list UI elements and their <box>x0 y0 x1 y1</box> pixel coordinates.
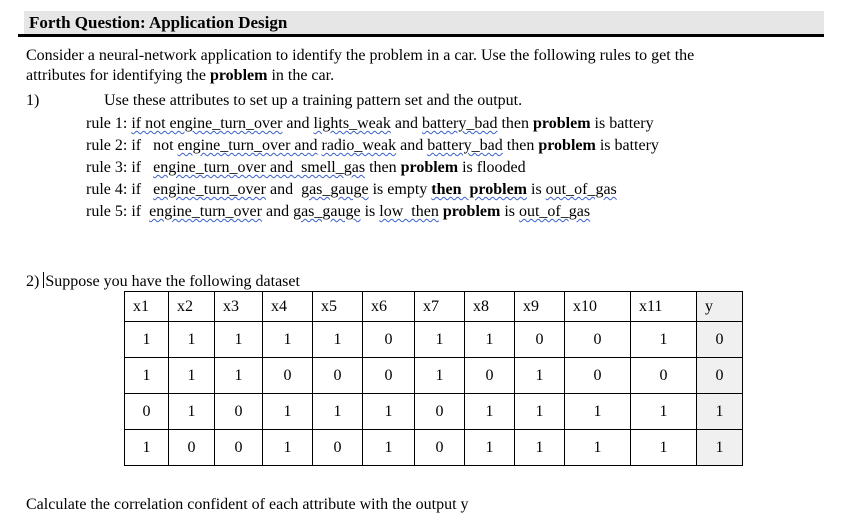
table-cell: 1 <box>263 394 313 430</box>
table-cell: 1 <box>313 322 363 358</box>
rule-4-if: if <box>131 181 154 198</box>
table-cell: 1 <box>415 322 465 358</box>
table-header-cell: x5 <box>313 292 363 322</box>
rule-1 <box>86 114 654 134</box>
table-row <box>125 394 743 430</box>
table-row <box>125 430 743 466</box>
table-cell: 0 <box>363 358 415 394</box>
rule-5-condition-b: gas_gauge <box>293 203 361 220</box>
table-cell: 1 <box>215 322 263 358</box>
table-cell: 1 <box>631 430 697 466</box>
rule-2-condition-b: radio_weak <box>321 137 397 154</box>
table-cell: 1 <box>363 430 415 466</box>
rule-2-condition-c: battery_bad <box>427 137 503 154</box>
rule-4-label: rule 4: <box>86 181 132 198</box>
intro-line-2-bold: problem <box>209 67 268 84</box>
rule-5-problem: problem <box>442 203 501 220</box>
table-cell: 1 <box>697 430 743 466</box>
rule-2-and: and <box>396 137 428 154</box>
table-cell: 1 <box>465 430 515 466</box>
rule-1-then: then <box>497 115 534 132</box>
table-cell: 1 <box>565 430 631 466</box>
rule-1-and-2: and <box>390 115 422 132</box>
table-header-cell: x8 <box>465 292 515 322</box>
table-header-cell: x1 <box>125 292 169 322</box>
item-2-text <box>26 272 300 292</box>
rule-2-result: is battery <box>595 137 659 154</box>
rule-2-problem: problem <box>538 137 596 154</box>
item-2-number: 2) <box>26 273 44 290</box>
intro-line-1: Consider a neural-network application to identify the problem in a car. Use the following rules to get the <box>26 47 695 64</box>
rule-2-condition-a: engine_turn_over and <box>177 137 318 154</box>
dataset-table <box>124 291 743 466</box>
table-cell: 1 <box>263 322 313 358</box>
table-cell: 0 <box>263 358 313 394</box>
table-cell: 1 <box>313 394 363 430</box>
table-cell: 0 <box>363 322 415 358</box>
item-2-rest: you have the following dataset <box>99 273 300 290</box>
table-row <box>125 358 743 394</box>
intro-line-2-start: attributes for identifying the <box>26 67 210 84</box>
table-cell: 1 <box>465 394 515 430</box>
rule-2-then: then <box>502 137 539 154</box>
table-cell: 1 <box>169 322 215 358</box>
table-cell: 0 <box>565 358 631 394</box>
table-cell: 1 <box>565 394 631 430</box>
intro-line-2-end: in the car. <box>267 67 335 84</box>
rule-4-then-problem: then problem <box>431 181 527 198</box>
rule-5 <box>86 202 590 222</box>
rule-1-condition-c: battery_bad <box>421 115 498 132</box>
rule-3 <box>86 158 526 178</box>
table-header-cell: x10 <box>565 292 631 322</box>
table-cell: 0 <box>415 394 465 430</box>
table-header-cell: x9 <box>515 292 565 322</box>
table-row <box>125 322 743 358</box>
table-header-cell: x3 <box>215 292 263 322</box>
rule-2-label: rule 2: <box>86 137 132 154</box>
table-cell: 1 <box>415 358 465 394</box>
table-header-row <box>125 292 743 322</box>
table-header-cell: y <box>697 292 743 322</box>
section-heading: Forth Question: Application Design <box>24 11 824 34</box>
table-cell: 0 <box>565 322 631 358</box>
intro-line-2 <box>26 66 334 86</box>
table-cell: 0 <box>515 322 565 358</box>
table-cell: 1 <box>125 358 169 394</box>
table-cell: 0 <box>631 358 697 394</box>
rule-4-condition-a: engine_turn_over <box>153 181 266 198</box>
rule-3-problem: problem <box>400 159 459 176</box>
heading-underline <box>18 34 824 37</box>
table-cell: 1 <box>125 430 169 466</box>
table-header-cell: x6 <box>363 292 415 322</box>
table-cell: 1 <box>631 322 697 358</box>
rule-4-is-empty: is empty <box>368 181 432 198</box>
item-1-number: 1) <box>26 92 40 109</box>
table-cell: 0 <box>697 358 743 394</box>
rule-4-result: out_of_gas <box>545 181 617 198</box>
rule-3-condition: engine_turn_over and smell_gas <box>153 159 366 176</box>
rule-4-and: and <box>265 181 302 198</box>
rule-2 <box>86 136 659 156</box>
rule-5-and: and <box>261 203 294 220</box>
rule-3-result: is flooded <box>458 159 526 176</box>
rule-4-condition-b: gas_gauge <box>301 181 369 198</box>
rule-5-if: if <box>131 203 150 220</box>
table-cell: 1 <box>697 394 743 430</box>
rule-4 <box>86 180 617 200</box>
table-cell: 0 <box>415 430 465 466</box>
rule-5-is-2: is <box>500 203 519 220</box>
rule-1-label: rule 1: <box>86 115 132 132</box>
rule-5-is: is <box>360 203 380 220</box>
table-cell: 0 <box>313 430 363 466</box>
table-cell: 0 <box>169 430 215 466</box>
table-cell: 1 <box>631 394 697 430</box>
table-cell: 1 <box>465 322 515 358</box>
table-header-cell: x11 <box>631 292 697 322</box>
table-cell: 0 <box>697 322 743 358</box>
rule-1-condition-a: if not engine_turn_over <box>131 115 283 132</box>
rule-5-condition-a: engine_turn_over <box>149 203 262 220</box>
table-cell: 1 <box>125 322 169 358</box>
rule-1-and-1: and <box>282 115 314 132</box>
table-cell: 1 <box>515 394 565 430</box>
table-cell: 1 <box>515 358 565 394</box>
rule-1-problem: problem <box>533 115 591 132</box>
table-cell: 1 <box>169 394 215 430</box>
item-2-first-word: Suppose <box>45 273 100 290</box>
item-1-text: Use these attributes to set up a training pattern set and the output. <box>104 92 523 109</box>
rule-2-if-not: if not <box>131 137 178 154</box>
rule-5-low-then: low then <box>379 203 439 220</box>
rule-5-label: rule 5: <box>86 203 132 220</box>
rule-3-then: then <box>365 159 401 176</box>
rule-3-label: rule 3: <box>86 159 132 176</box>
rule-5-result: out_of_gas <box>518 203 591 220</box>
table-cell: 1 <box>215 358 263 394</box>
table-cell: 1 <box>363 394 415 430</box>
table-cell: 0 <box>125 394 169 430</box>
table-cell: 1 <box>169 358 215 394</box>
rule-4-is: is <box>527 181 546 198</box>
table-cell: 0 <box>215 430 263 466</box>
table-header-cell: x2 <box>169 292 215 322</box>
rule-3-if: if <box>131 159 154 176</box>
table-cell: 1 <box>515 430 565 466</box>
table-cell: 0 <box>465 358 515 394</box>
table-cell: 0 <box>215 394 263 430</box>
rule-1-condition-b: lights_weak <box>313 115 391 132</box>
table-header-cell: x4 <box>263 292 313 322</box>
table-cell: 1 <box>263 430 313 466</box>
closing-instruction: Calculate the correlation confident of each attribute with the output y <box>26 496 469 513</box>
table-header-cell: x7 <box>415 292 465 322</box>
rule-1-result: is battery <box>590 115 654 132</box>
table-cell: 0 <box>313 358 363 394</box>
